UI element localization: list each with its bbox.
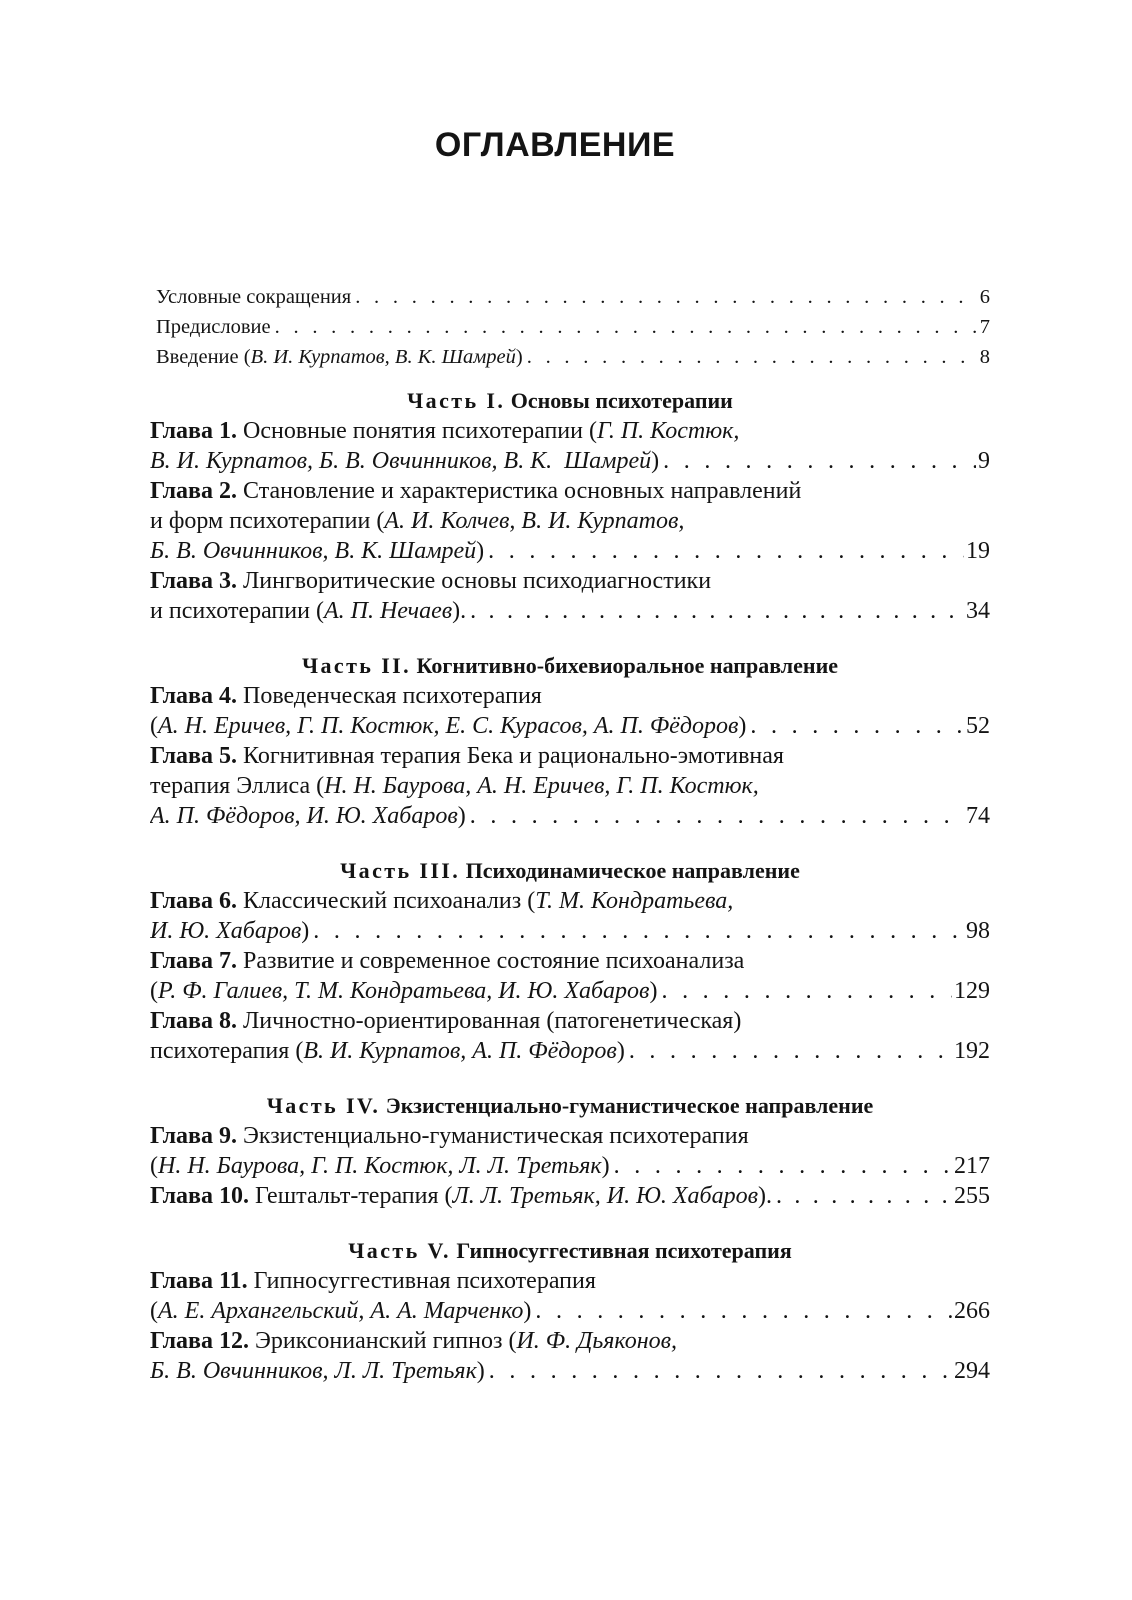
page-number: 217 [954,1153,990,1179]
page-number: 129 [954,978,990,1004]
authors: А. Е. Архангельский, А. А. Марченко [158,1298,524,1324]
page-title: ОГЛАВЛЕНИЕ [434,126,676,164]
page-number: 6 [979,286,990,308]
toc-entry-chapter-7-cont[interactable]: (Р. Ф. Галиев, Т. М. Кондратьева, И. Ю. Хабаров) . . . 129 [150,976,990,1006]
dot-leader [466,801,964,831]
authors: А. Н. Еричев, Г. П. Костюк, Е. С. Курасов, А. П. Фёдоров [158,713,739,739]
authors: Н. Н. Баурова, А. Н. Еричев, Г. П. Костюк, [324,773,759,799]
dot-leader [531,1296,952,1326]
toc-entry-chapter-12[interactable]: Глава 12. Эриксонианский гипноз (И. Ф. Дьяконов, [150,1328,678,1354]
dot-leader [772,1181,952,1211]
chapter-label: Глава 1. [150,418,237,444]
authors: А. П. Нечаев [323,598,453,624]
authors: Р. Ф. Галиев, Т. М. Кондратьева, И. Ю. Хабаров [158,978,650,1004]
toc-entry-chapter-9-cont[interactable]: (Н. Н. Баурова, Г. П. Костюк, Л. Л. Третьяк) . . . 217 [150,1151,990,1181]
toc-entry-chapter-10[interactable]: Глава 10. Гештальт-терапия (Л. Л. Третьяк, И. Ю. Хабаров). . . . 255 [150,1181,990,1211]
part-heading: Часть III. Психодинамическое направление [340,858,800,883]
toc-entry-chapter-4-cont[interactable]: (А. Н. Еричев, Г. П. Костюк, Е. С. Курасов, А. П. Фёдоров) . . . 52 [150,711,990,741]
toc-entry-introduction[interactable] [150,342,990,372]
authors: В. И. Курпатов, А. П. Фёдоров [303,1038,617,1064]
authors: Б. В. Овчинников, Л. Л. Третьяк [150,1358,477,1384]
part-heading: Часть I. Основы психотерапии [407,388,733,413]
toc-entry-title: Введение (В. И. Курпатов, В. К. Шамрей) [156,346,523,368]
dot-leader [625,1036,952,1066]
dot-leader [746,711,964,741]
page-number: 255 [954,1183,990,1209]
authors: И. Ф. Дьяконов, [516,1328,678,1354]
toc-entry-chapter-3-cont[interactable]: и психотерапии (А. П. Нечаев). . . . 34 [150,596,990,626]
dot-leader [484,536,964,566]
toc-entry-title: Условные сокращения [156,286,352,308]
page-number: 294 [954,1358,990,1384]
page-number: 52 [966,713,990,739]
toc-entry-chapter-11[interactable]: Глава 11. Гипносуггестивная психотерапия [150,1268,596,1294]
dot-leader [485,1356,952,1386]
chapter-label: Глава 3. [150,568,237,594]
page-number: 8 [979,346,990,368]
authors: И. Ю. Хабаров [150,918,302,944]
toc-entry-chapter-5-cont[interactable]: А. П. Фёдоров, И. Ю. Хабаров) . . . 74 [150,801,990,831]
table-of-contents [150,282,990,1386]
toc-entry-chapter-3[interactable]: Глава 3. Лингворитические основы психодиагностики [150,568,712,594]
chapter-label: Глава 9. [150,1123,237,1149]
chapter-label: Глава 10. [150,1183,249,1209]
part-heading: Часть V. Гипносуггестивная психотерапия [348,1238,792,1263]
dot-leader [309,916,964,946]
page-number: 7 [979,316,990,338]
authors: А. И. Колчев, В. И. Курпатов, [384,508,685,534]
page-number: 34 [966,598,990,624]
toc-entry-chapter-2-cont[interactable]: и форм психотерапии (А. И. Колчев, В. И. Курпатов, [150,508,685,534]
toc-entry-chapter-1-cont[interactable]: В. И. Курпатов, Б. В. Овчинников, В. К. Шамрей) . . . 9 [150,446,990,476]
authors: Н. Н. Баурова, Г. П. Костюк, Л. Л. Третьяк [158,1153,602,1179]
dot-leader [659,446,976,476]
chapter-label: Глава 8. [150,1008,237,1034]
toc-entry-chapter-6[interactable]: Глава 6. Классический психоанализ (Т. М. Кондратьева, [150,888,734,914]
toc-entry-chapter-12-cont[interactable]: Б. В. Овчинников, Л. Л. Третьяк) . . . 294 [150,1356,990,1386]
toc-entry-chapter-7[interactable]: Глава 7. Развитие и современное состояние психоанализа [150,948,745,974]
chapter-label: Глава 11. [150,1268,248,1294]
chapter-label: Глава 2. [150,478,237,504]
chapter-label: Глава 5. [150,743,237,769]
authors: Л. Л. Третьяк, И. Ю. Хабаров [452,1183,758,1209]
authors: Б. В. Овчинников, В. К. Шамрей [150,538,477,564]
toc-entry-chapter-8[interactable]: Глава 8. Личностно-ориентированная (патогенетическая) [150,1008,742,1034]
toc-entry-chapter-2-cont[interactable]: Б. В. Овчинников, В. К. Шамрей) . . . 19 [150,536,990,566]
dot-leader [271,312,978,342]
authors: В. И. Курпатов, Б. В. Овчинников, В. К. Шамрей [150,448,652,474]
toc-entry-preface[interactable] [150,312,990,342]
part-heading: Часть II. Когнитивно-бихевиоральное направление [301,653,839,678]
authors: Г. П. Костюк, [597,418,740,444]
dot-leader [466,596,964,626]
dot-leader [610,1151,952,1181]
page-number: 19 [966,538,990,564]
page-number: 98 [966,918,990,944]
dot-leader [351,282,978,312]
toc-entry-title: Предисловие [156,316,271,338]
toc-entry-chapter-5-cont[interactable]: терапия Эллиса (Н. Н. Баурова, А. Н. Еричев, Г. П. Костюк, [150,773,759,799]
chapter-label: Глава 4. [150,683,237,709]
page-number: 266 [954,1298,990,1324]
part-heading: Часть IV. Экзистенциально-гуманистическое направление [266,1093,874,1118]
toc-entry-chapter-11-cont[interactable]: (А. Е. Архангельский, А. А. Марченко) . . . 266 [150,1296,990,1326]
toc-entry-chapter-6-cont[interactable]: И. Ю. Хабаров) . . . 98 [150,916,990,946]
toc-entry-chapter-4[interactable]: Глава 4. Поведенческая психотерапия [150,683,542,709]
toc-entry-chapter-9[interactable]: Глава 9. Экзистенциально-гуманистическая психотерапия [150,1123,749,1149]
toc-entry-chapter-1[interactable]: Глава 1. Основные понятия психотерапии (Г. П. Костюк, [150,418,740,444]
page-number: 192 [954,1038,990,1064]
toc-entry-chapter-8-cont[interactable]: психотерапия (В. И. Курпатов, А. П. Фёдоров) . . . 192 [150,1036,990,1066]
page-number: 74 [966,803,990,829]
dot-leader [657,976,952,1006]
chapter-label: Глава 12. [150,1328,249,1354]
chapter-label: Глава 6. [150,888,237,914]
toc-entry-abbreviations[interactable] [150,282,990,312]
toc-entry-chapter-2[interactable]: Глава 2. Становление и характеристика основных направлений [150,478,802,504]
authors: А. П. Фёдоров, И. Ю. Хабаров [150,803,458,829]
dot-leader [523,342,978,372]
authors: В. И. Курпатов, В. К. Шамрей [250,346,516,368]
toc-entry-chapter-5[interactable]: Глава 5. Когнитивная терапия Бека и рационально-эмотивная [150,743,784,769]
chapter-label: Глава 7. [150,948,237,974]
authors: Т. М. Кондратьева, [535,888,734,914]
page-number: 9 [978,448,990,474]
